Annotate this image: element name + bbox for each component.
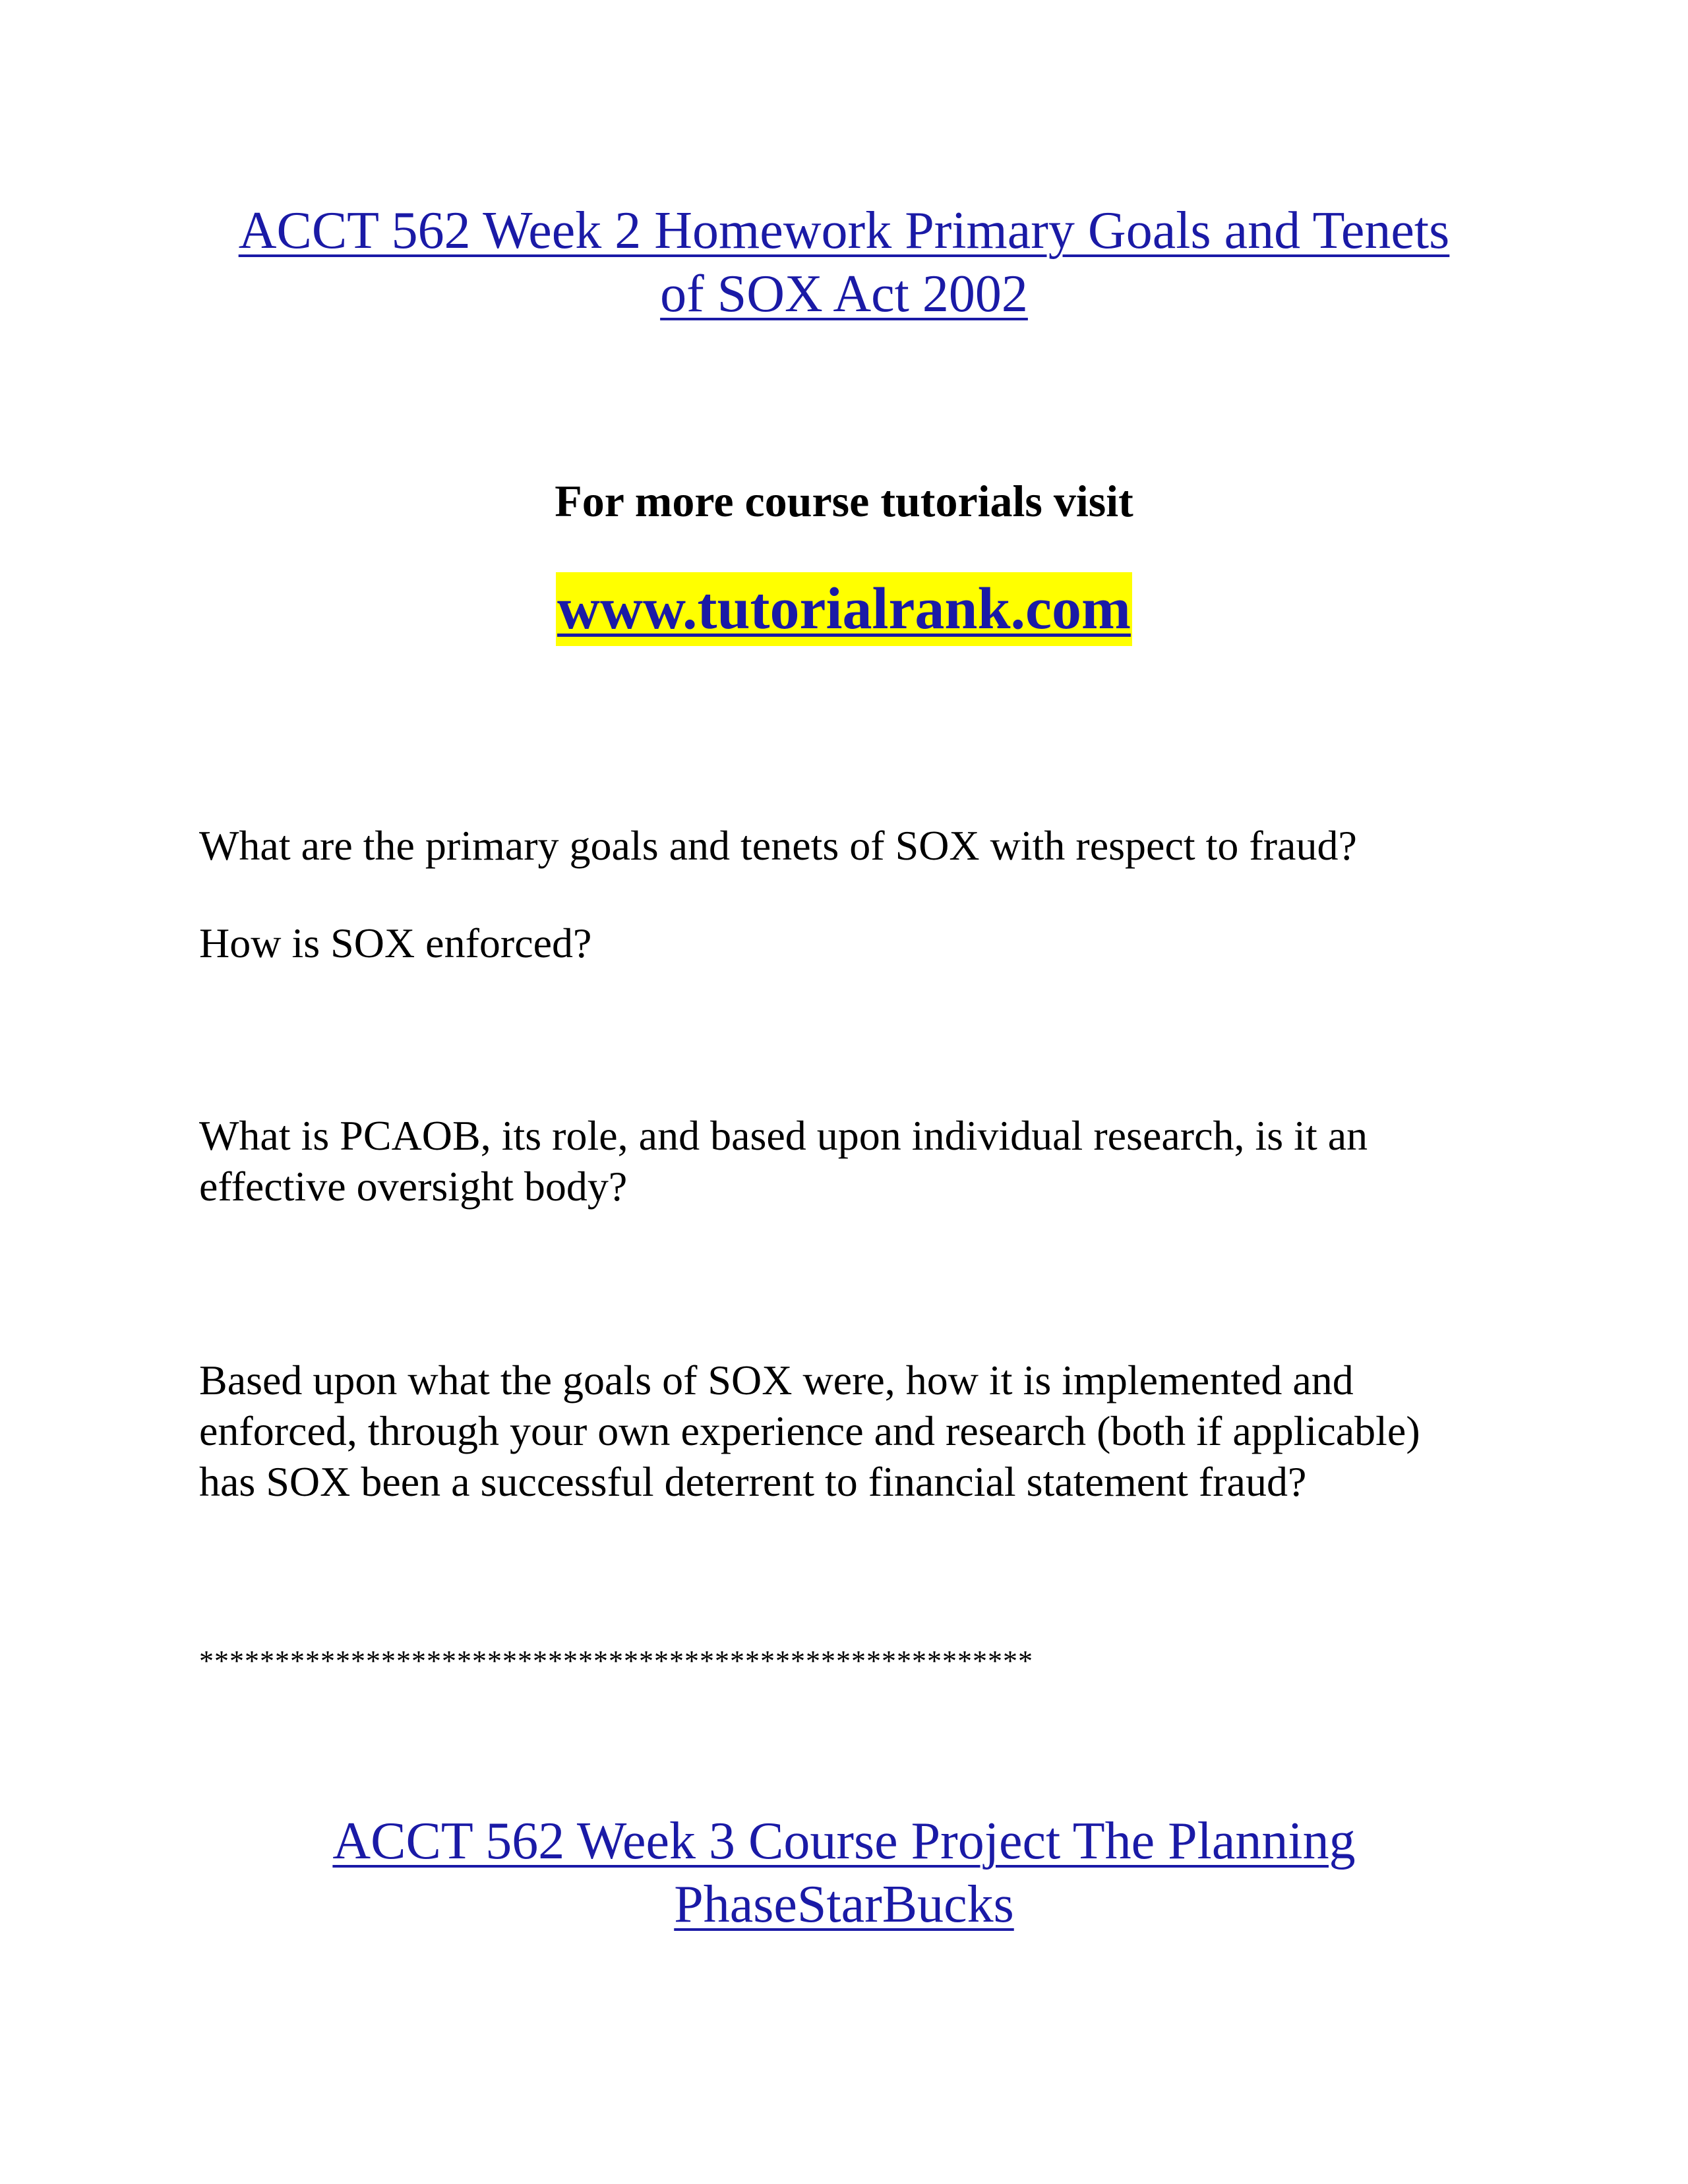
question-3 bbox=[199, 1110, 1518, 1212]
bottom-title-line-1: ACCT 562 Week 3 Course Project The Planning bbox=[332, 1812, 1356, 1870]
asterisk-separator: ******************************************************* bbox=[199, 1645, 1033, 1677]
top-title-link[interactable] bbox=[198, 199, 1490, 326]
tutorialrank-link[interactable]: www.tutorialrank.com bbox=[556, 572, 1132, 646]
top-title-line-1: ACCT 562 Week 2 Homework Primary Goals and Tenets bbox=[238, 202, 1450, 260]
question-4-line-1: Based upon what the goals of SOX were, how it is implemented and bbox=[199, 1357, 1354, 1403]
question-2 bbox=[199, 918, 1518, 968]
bottom-title-line-2: PhaseStarBucks bbox=[674, 1875, 1014, 1933]
question-4 bbox=[199, 1355, 1518, 1507]
promo-heading: For more course tutorials visit bbox=[555, 476, 1133, 526]
question-3-line-2: effective oversight body? bbox=[199, 1163, 628, 1210]
question-3-line-1: What is PCAOB, its role, and based upon individual research, is it an bbox=[199, 1112, 1368, 1159]
question-4-line-3: has SOX been a successful deterrent to financial statement fraud? bbox=[199, 1458, 1307, 1505]
question-2-line-1: How is SOX enforced? bbox=[199, 920, 592, 966]
promo-link-container bbox=[198, 572, 1490, 646]
question-4-line-2: enforced, through your own experience and research (both if applicable) bbox=[199, 1407, 1420, 1454]
top-title-line-2: of SOX Act 2002 bbox=[660, 265, 1028, 323]
bottom-title-link[interactable] bbox=[198, 1810, 1490, 1936]
question-1-line-1: What are the primary goals and tenets of SOX with respect to fraud? bbox=[199, 822, 1357, 869]
question-1 bbox=[199, 820, 1518, 871]
